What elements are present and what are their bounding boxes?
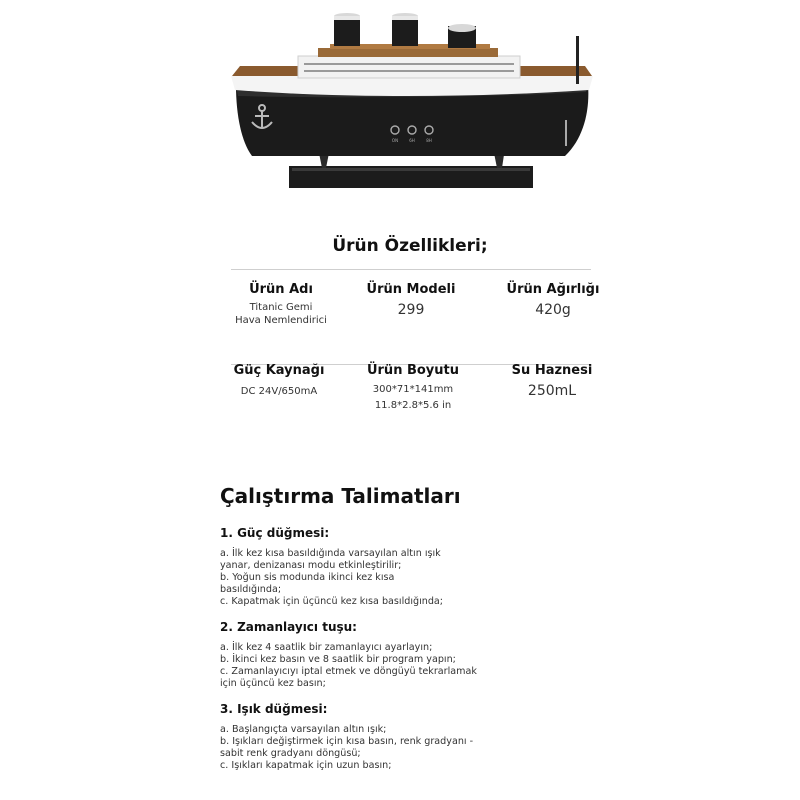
spec-value: 300*71*141mm 11.8*2.8*5.6 in	[372, 384, 454, 411]
button-label-timer-6h: 6H	[409, 138, 415, 143]
spec-heading: Ürün Modeli	[366, 282, 456, 297]
spec-value: 299	[397, 302, 425, 318]
instructions	[220, 484, 640, 784]
instruction-section-power-button	[220, 526, 640, 608]
instruction-section-light-button	[220, 702, 640, 772]
section-title: 3. Işık düğmesi:	[220, 702, 328, 716]
section-title: 2. Zamanlayıcı tuşu:	[220, 620, 357, 634]
section-body: a. İlk kez kısa basıldığında varsayılan altın ışık yanar, denizanası modu etkinleştirilir; b. Yoğun sis modunda ikinci kez kısa basıldığında; c. Kapatmak için üçüncü kez kısa basıldığında;	[220, 548, 444, 607]
button-label-timer-8h: 8H	[426, 138, 432, 143]
section-body: a. İlk kez 4 saatlik bir zamanlayıcı ayarlayın; b. İkinci kez basın ve 8 saatlik bir program yapın; c. Zamanlayıcıyı iptal etmek ve döngüyü tekrarlamak için üçüncü kez basın;	[220, 642, 477, 689]
spec-value: DC 24V/650mA	[240, 386, 318, 397]
spec-product-weight	[478, 282, 628, 319]
specs-title: Ürün Özellikleri;	[332, 236, 488, 256]
product-image	[0, 0, 800, 200]
instructions-title: Çalıştırma Talimatları	[220, 484, 461, 508]
spec-value: Titanic Gemi Hava Nemlendirici	[235, 302, 327, 326]
spec-value: 250mL	[527, 383, 577, 399]
spec-heading: Su Haznesi	[511, 363, 593, 378]
spec-power-supply	[204, 363, 354, 398]
spec-heading: Ürün Adı	[249, 282, 313, 297]
spec-heading: Ürün Ağırlığı	[506, 282, 600, 297]
instruction-section-timer-button	[220, 620, 640, 690]
spec-product-model	[336, 282, 486, 319]
spec-heading: Ürün Boyutu	[366, 363, 460, 378]
spec-water-tank	[477, 363, 627, 400]
section-title: 1. Güç düğmesi:	[220, 526, 330, 540]
spec-product-name	[206, 282, 356, 327]
specs-divider-top	[231, 269, 591, 270]
spec-value: 420g	[535, 302, 571, 318]
spec-heading: Güç Kaynağı	[233, 363, 325, 378]
spec-product-size	[338, 363, 488, 414]
section-body: a. Başlangıçta varsayılan altın ışık; b. Işıkları değiştirmek için kısa basın, renk gradyanı - sabit renk gradyanı döngüsü; c. Işıkları kapatmak için uzun basın;	[220, 724, 474, 771]
button-label-power: ON	[391, 138, 399, 143]
